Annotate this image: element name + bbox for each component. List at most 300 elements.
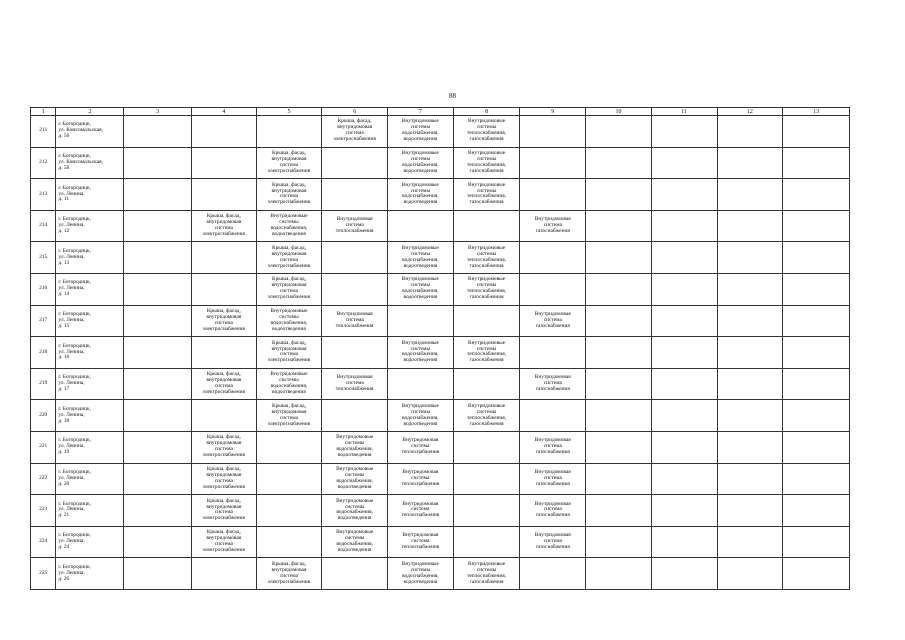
address-cell [56,495,124,527]
address-text: г. Богородицк, ул. Комсомольская, д. 56 [58,121,103,140]
work-cell [322,242,388,274]
work-cell [783,526,850,558]
work-cell [388,495,454,527]
address-cell [56,368,124,400]
work-cell [322,305,388,337]
work-cell [717,210,783,242]
row-number-cell [31,116,56,148]
row-number: 217 [39,316,48,323]
row-number-cell [31,337,56,369]
work-text: Внутридомовые системы теплоснабжения, газоснабжения [467,402,507,427]
work-text: Внутридомовые системы теплоснабжения, газоснабжения [467,560,507,585]
work-text: Внутридомовые системы водоснабжения, водоотведения [401,244,439,269]
work-text: Крыша, фасад, внутридомовая система электроснабжения [202,466,246,490]
work-cell [322,337,388,369]
work-cell [192,368,257,400]
work-cell [717,242,783,274]
work-cell [453,179,520,211]
row-number: 219 [39,380,48,387]
work-cell [124,337,192,369]
work-text: Внутридомовая система теплоснабжения [401,500,440,519]
work-cell [717,368,783,400]
work-text: Крыша, фасад, внутридомовая система электроснабжения [202,497,246,522]
work-cell [520,337,586,369]
work-cell [520,526,586,558]
row-number-cell [31,400,56,432]
work-cell [124,147,192,179]
work-cell [651,305,717,337]
work-text: Крыша, фасад, внутридомовая система электроснабжения [267,560,311,585]
work-cell [717,526,783,558]
table-row [31,337,850,369]
table-row [31,116,850,148]
work-text: Крыша, фасад, внутридомовая система электроснабжения [202,529,246,553]
work-cell [651,463,717,495]
row-number: 212 [39,158,48,165]
work-cell [322,179,388,211]
work-cell [388,242,454,274]
work-cell [783,147,850,179]
row-number: 216 [39,285,48,292]
work-cell [453,116,520,148]
work-cell [586,526,652,558]
work-cell [192,210,257,242]
work-text: Внутридомовая система теплоснабжения [335,374,374,392]
work-cell [256,431,322,463]
work-cell [717,273,783,305]
row-number-cell [31,179,56,211]
address-text: г. Богородицк, ул. Ленина, д. 14 [58,279,91,298]
work-cell [453,463,520,495]
table-row [31,495,850,527]
row-number-cell [31,463,56,495]
work-cell [388,526,454,558]
work-text: Крыша, фасад, внутридомовая система электроснабжения [202,308,246,332]
work-text: Внутридомовые системы водоснабжения, водоотведения [336,497,374,522]
work-cell [520,179,586,211]
work-text: Внутридомовая система газоснабжения [534,468,571,487]
work-text: Внутридомовая система газоснабжения [534,374,571,392]
work-cell [586,400,652,432]
column-header: 7 [388,108,454,116]
work-text: Внутридомовые системы теплоснабжения, газоснабжения [467,150,507,174]
work-cell [256,463,322,495]
work-cell [322,495,388,527]
work-cell [322,368,388,400]
work-cell [783,242,850,274]
work-cell [388,305,454,337]
table-row [31,400,850,432]
row-number-cell [31,305,56,337]
work-cell [256,337,322,369]
work-cell [586,495,652,527]
work-cell [124,463,192,495]
work-cell [783,305,850,337]
work-cell [256,400,322,432]
work-text: Внутридомовые системы водоснабжения, водоотведения [401,339,439,364]
work-cell [586,179,652,211]
work-text: Внутридомовые системы водоснабжения, водоотведения [401,118,439,143]
work-cell [192,305,257,337]
work-cell [192,558,257,590]
work-cell [124,242,192,274]
work-cell [783,368,850,400]
address-text: г. Богородицк, ул. Комсомольская, д. 58 [58,153,103,171]
work-cell [322,558,388,590]
work-cell [453,558,520,590]
work-cell [783,273,850,305]
row-number: 211 [39,127,48,134]
row-number: 224 [39,538,48,545]
work-cell [256,116,322,148]
work-cell [717,116,783,148]
row-number: 223 [39,506,48,513]
work-cell [256,179,322,211]
work-cell [388,337,454,369]
row-number: 214 [39,222,48,229]
address-text: г. Богородицк, ул. Ленина, д. 18 [58,405,91,424]
work-text: Внутридомовые системы теплоснабжения, газоснабжения [467,244,507,269]
column-header: 12 [717,108,783,116]
work-cell [651,116,717,148]
work-cell [586,273,652,305]
work-cell [520,400,586,432]
work-cell [717,431,783,463]
work-cell [520,495,586,527]
work-cell [453,242,520,274]
work-cell [717,495,783,527]
work-cell [453,431,520,463]
table-row [31,210,850,242]
address-cell [56,463,124,495]
row-number-cell [31,558,56,590]
work-cell [520,305,586,337]
work-cell [586,242,652,274]
address-text: г. Богородицк, ул. Ленина, д. 21 [58,500,91,519]
work-cell [586,147,652,179]
column-header: 5 [256,108,322,116]
work-cell [388,558,454,590]
work-cell [124,116,192,148]
work-text: Внутридомовые системы водоснабжения, водоотведения [270,371,308,395]
work-cell [124,368,192,400]
work-cell [256,305,322,337]
work-cell [651,147,717,179]
work-cell [520,242,586,274]
work-text: Внутридомовые системы водоснабжения, водоотведения [401,276,439,301]
work-cell [322,147,388,179]
table-row [31,305,850,337]
address-cell [56,558,124,590]
work-text: Крыша, фасад, внутридомовая система электроснабжения [267,339,311,364]
work-cell [453,337,520,369]
work-cell [192,242,257,274]
work-cell [651,179,717,211]
work-cell [651,558,717,590]
row-number: 215 [39,253,48,260]
work-cell [453,526,520,558]
address-text: г. Богородицк, ул. Ленина, д. 19 [58,437,91,456]
work-text: Внутридомовые системы водоснабжения, водоотведения [336,466,374,490]
address-cell [56,526,124,558]
work-cell [322,210,388,242]
table-row [31,242,850,274]
row-number-cell [31,242,56,274]
row-number-cell [31,495,56,527]
table-row [31,147,850,179]
row-number-cell [31,526,56,558]
work-cell [453,368,520,400]
work-cell [520,558,586,590]
row-number-cell [31,147,56,179]
work-cell [192,147,257,179]
work-cell [256,558,322,590]
work-cell [388,431,454,463]
work-cell [783,558,850,590]
header-row [31,108,850,116]
work-text: Внутридомовая система газоснабжения [534,500,571,519]
work-cell [651,431,717,463]
address-text: г. Богородицк, ул. Ленина, д. 16 [58,342,91,361]
address-cell [56,242,124,274]
work-cell [192,273,257,305]
work-cell [717,305,783,337]
work-cell [651,242,717,274]
work-cell [651,210,717,242]
work-cell [388,147,454,179]
work-text: Внутридомовая система газоснабжения [534,532,571,550]
row-number: 222 [39,474,48,481]
work-cell [717,400,783,432]
work-cell [192,400,257,432]
work-text: Крыша, фасад, внутридомовая система электроснабжения [267,150,311,174]
work-cell [783,495,850,527]
work-text: Внутридомовые системы водоснабжения, водоотведения [270,213,308,237]
work-cell [256,210,322,242]
row-number: 225 [39,569,48,576]
column-header: 1 [31,108,56,116]
work-cell [256,147,322,179]
address-cell [56,400,124,432]
work-text: Внутридомовая система теплоснабжения [335,216,374,235]
work-cell [124,210,192,242]
work-cell [783,179,850,211]
work-cell [651,400,717,432]
work-cell [586,558,652,590]
column-header: 2 [56,108,124,116]
address-text: г. Богородицк, ул. Ленина, д. 11 [58,184,91,203]
work-text: Крыша, фасад, внутридомовая система электроснабжения [267,276,311,301]
work-cell [586,368,652,400]
work-cell [520,431,586,463]
work-cell [651,368,717,400]
work-cell [651,526,717,558]
work-cell [256,368,322,400]
address-text: г. Богородицк, ул. Ленина, д. 17 [58,374,91,392]
address-cell [56,431,124,463]
work-cell [192,526,257,558]
table-row [31,179,850,211]
table-row [31,526,850,558]
work-cell [717,558,783,590]
work-cell [388,463,454,495]
work-cell [192,337,257,369]
work-cell [256,526,322,558]
address-cell [56,273,124,305]
row-number-cell [31,368,56,400]
work-cell [124,305,192,337]
table-row [31,558,850,590]
work-cell [453,210,520,242]
registry-table [30,107,850,590]
work-cell [586,210,652,242]
work-cell [322,116,388,148]
work-cell [586,116,652,148]
work-text: Крыша, фасад, внутридомовая система электроснабжения [202,434,246,459]
work-text: Крыша, фасад, внутридомовая система электроснабжения [267,402,311,427]
work-cell [124,495,192,527]
work-cell [520,147,586,179]
address-text: г. Богородицк, ул. Ленина, д. 12 [58,216,91,235]
work-cell [651,337,717,369]
column-header: 10 [586,108,652,116]
work-cell [388,400,454,432]
table-row [31,463,850,495]
work-text: Внутридомовые системы водоснабжения, водоотведения [336,529,374,553]
work-cell [586,431,652,463]
work-cell [520,116,586,148]
work-cell [453,305,520,337]
work-cell [124,273,192,305]
work-cell [124,400,192,432]
work-cell [256,495,322,527]
work-text: Внутридомовая система теплоснабжения [401,437,440,456]
column-header: 4 [192,108,257,116]
work-text: Крыша, фасад, внутридомовая система электроснабжения [202,371,246,395]
address-cell [56,147,124,179]
column-header: 11 [651,108,717,116]
work-text: Внутридомовые системы теплоснабжения, газоснабжения [467,181,507,206]
work-cell [520,463,586,495]
work-text: Внутридомовые системы теплоснабжения, газоснабжения [467,339,507,364]
row-number-cell [31,273,56,305]
column-header: 3 [124,108,192,116]
work-cell [124,526,192,558]
work-text: Внутридомовые системы водоснабжения, водоотведения [401,402,439,427]
column-header: 8 [453,108,520,116]
work-text: Крыша, фасад, внутридомовая система электроснабжения [267,181,311,206]
work-cell [388,210,454,242]
work-cell [322,400,388,432]
row-number: 213 [39,190,48,197]
work-text: Внутридомовая система газоснабжения [534,311,571,329]
work-text: Внутридомовая система теплоснабжения [401,468,440,487]
work-cell [717,179,783,211]
work-text: Внутридомовые системы водоснабжения, водоотведения [270,308,308,332]
address-text: г. Богородицк, ул. Ленина, д. 24 [58,532,91,550]
work-cell [586,337,652,369]
row-number: 220 [39,411,48,418]
work-cell [453,147,520,179]
work-text: Внутридомовые системы теплоснабжения, газоснабжения [467,118,507,143]
work-cell [192,495,257,527]
row-number: 218 [39,348,48,355]
work-cell [388,116,454,148]
work-cell [453,273,520,305]
work-cell [453,495,520,527]
work-text: Внутридомовая система газоснабжения [534,216,571,235]
work-cell [388,273,454,305]
work-cell [783,431,850,463]
work-text: Внутридомовая система газоснабжения [534,437,571,456]
work-cell [124,431,192,463]
work-cell [783,116,850,148]
work-cell [453,400,520,432]
column-header: 13 [783,108,850,116]
work-text: Внутридомовые системы водоснабжения, водоотведения [401,560,439,585]
work-text: Внутридомовые системы водоснабжения, водоотведения [401,181,439,206]
work-cell [651,495,717,527]
address-text: г. Богородицк, ул. Ленина, д. 15 [58,311,91,329]
address-cell [56,305,124,337]
work-cell [520,273,586,305]
column-header: 9 [520,108,586,116]
work-cell [322,463,388,495]
work-cell [783,210,850,242]
work-cell [256,242,322,274]
address-cell [56,179,124,211]
column-header: 6 [322,108,388,116]
table-row [31,431,850,463]
work-text: Внутридомовые системы теплоснабжения, газоснабжения [467,276,507,301]
work-text: Крыша, фасад, внутридомовая система электроснабжения [202,213,246,237]
work-cell [388,179,454,211]
work-text: Внутридомовые системы водоснабжения, водоотведения [401,150,439,174]
work-cell [124,558,192,590]
work-cell [124,179,192,211]
work-text: Крыша, фасад, внутридомовая система электроснабжения [333,118,376,143]
work-cell [192,463,257,495]
work-cell [192,431,257,463]
work-cell [192,116,257,148]
work-cell [717,147,783,179]
work-cell [783,463,850,495]
work-cell [322,431,388,463]
work-cell [322,273,388,305]
work-cell [586,305,652,337]
work-cell [192,179,257,211]
work-cell [651,273,717,305]
work-cell [717,337,783,369]
table-row [31,273,850,305]
row-number-cell [31,431,56,463]
row-number: 221 [39,443,48,450]
page-number: 88 [449,92,456,100]
work-cell [520,368,586,400]
table-row [31,368,850,400]
work-cell [520,210,586,242]
work-text: Внутридомовая система теплоснабжения [401,532,440,550]
address-cell [56,210,124,242]
work-cell [783,400,850,432]
work-text: Внутридомовые системы водоснабжения, водоотведения [336,434,374,459]
row-number-cell [31,210,56,242]
work-cell [717,463,783,495]
work-cell [586,463,652,495]
work-text: Крыша, фасад, внутридомовая система электроснабжения [267,244,311,269]
work-cell [388,368,454,400]
address-text: г. Богородицк, ул. Ленина, д. 20 [58,468,91,487]
